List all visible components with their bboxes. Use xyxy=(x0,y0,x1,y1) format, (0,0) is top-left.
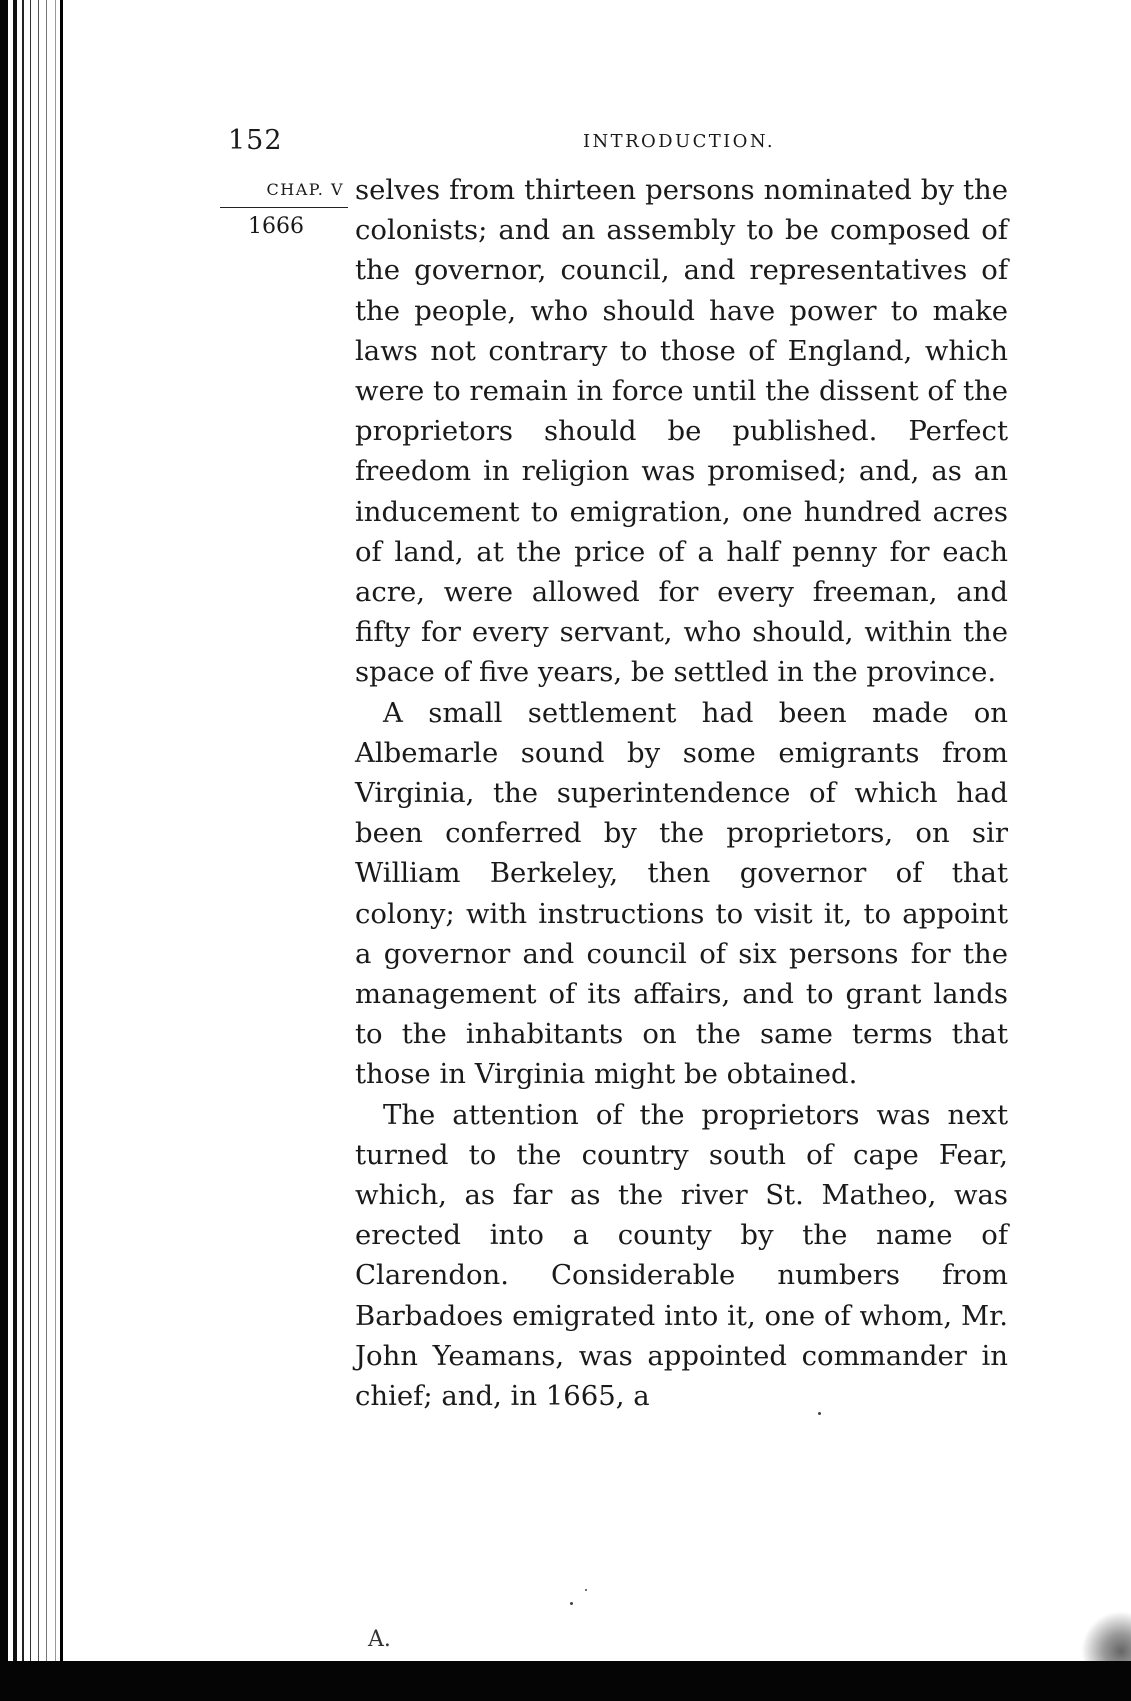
running-head: INTRODUCTION. xyxy=(583,131,775,152)
scan-border-bottom xyxy=(0,1661,1131,1701)
paragraph-3: The attention of the proprietors was next turned to the country south of cape Fear, which, as far as the river St. Matheo, was erected into a county by the name of Clarendon. Considerable numbers from Barbadoes emigrated into it, one of whom, Mr. John Yeamans, was appointed commander in chief; and, in 1665, a xyxy=(355,1098,1008,1413)
ink-speck xyxy=(585,1589,587,1591)
ink-speck xyxy=(818,1412,821,1415)
year-label: 1666 xyxy=(248,214,304,239)
margin-rule xyxy=(220,207,348,208)
page-number: 152 xyxy=(228,125,283,156)
ink-speck xyxy=(570,1602,573,1605)
paragraph-1: selves from thirteen persons nominated by the colonists; and an assembly to be composed of the governor, council, and representatives of the people, who should have power to make laws not contrary to those of England, which were to remain in force until the dissent of the proprietors should be published. Perfect freedom in religion was promised; and, as an inducement to emigration, one hundred acres of land, at the price of a half penny for each acre, were allowed for every freeman, and fifty for every servant, who should, within the space of five years, be settled in the province. xyxy=(355,174,1008,689)
footer-mark: A. xyxy=(368,1627,391,1652)
book-gutter xyxy=(0,0,68,1701)
paragraph-2: A small settlement had been made on Albemarle sound by some emigrants from Virginia, the superintendence of which had been conferred by the proprietors, on sir William Berkeley, then governor of that colony; with instructions to visit it, to appoint a governor and council of six persons for the management of its affairs, and to grant lands to the inhabitants on the same terms that those in Virginia might be obtained. xyxy=(355,696,1008,1091)
margin-note xyxy=(220,180,348,239)
scan-noise xyxy=(1081,1611,1131,1661)
chapter-label: CHAP. V xyxy=(266,180,344,199)
body-text xyxy=(355,170,1008,1416)
